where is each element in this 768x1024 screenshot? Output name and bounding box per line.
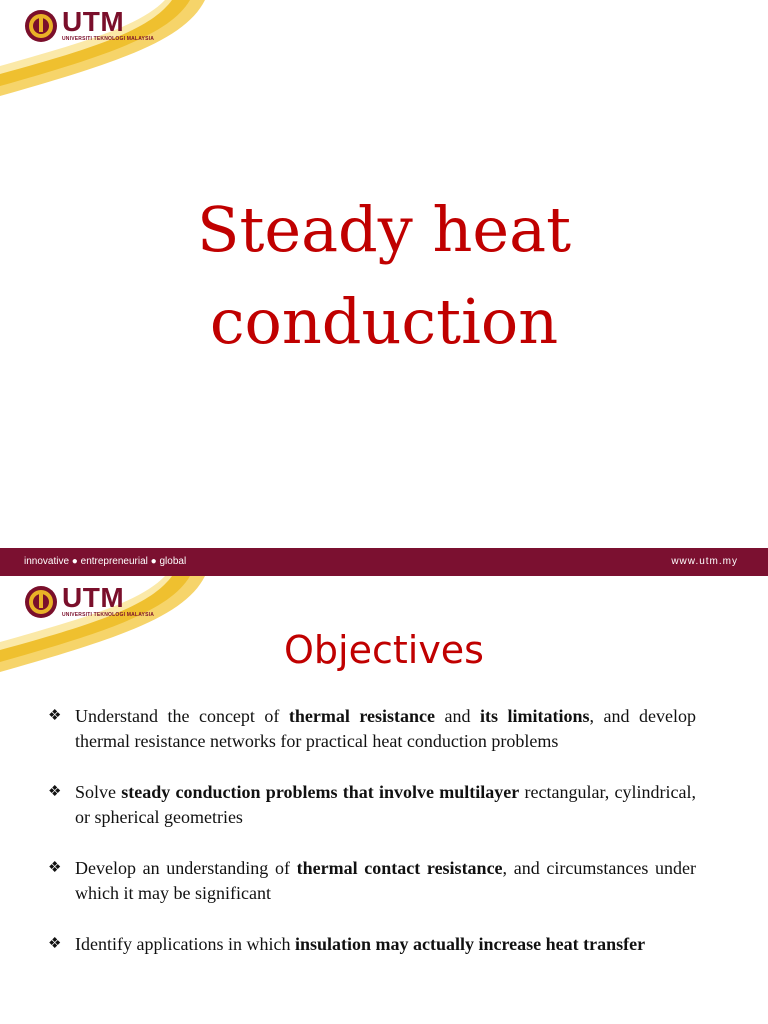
logo-name: UTM	[62, 6, 125, 37]
diamond-bullet-icon: ❖	[48, 784, 62, 800]
list-item: ❖ Identify applications in which insulation may actually increase heat transfer	[48, 932, 696, 957]
list-item: ❖ Develop an understanding of thermal contact resistance, and circumstances under which it may be significant	[48, 858, 696, 903]
utm-logo	[24, 584, 154, 619]
list-item: ❖ Solve steady conduction problems that involve multilayer rectangular, cylindrical, or spherical geometries	[48, 782, 696, 827]
utm-seal-icon	[24, 9, 58, 43]
footer-tagline: innovative ● entrepreneurial ● global	[24, 556, 187, 567]
logo-subtitle: UNIVERSITI TEKNOLOGI MALAYSIA	[62, 612, 155, 618]
footer-url: www.utm.my	[671, 556, 738, 567]
objectives-slide	[0, 576, 768, 1024]
objectives-list	[48, 704, 696, 983]
utm-seal-icon	[24, 585, 58, 619]
slide-title	[0, 184, 768, 368]
title-line-1: Steady heat	[197, 193, 571, 266]
logo-subtitle: UNIVERSITI TEKNOLOGI MALAYSIA	[62, 36, 155, 42]
diamond-bullet-icon: ❖	[48, 860, 62, 876]
title-line-2: conduction	[209, 285, 559, 358]
footer-bar	[0, 548, 768, 576]
diamond-bullet-icon: ❖	[48, 936, 62, 952]
diamond-bullet-icon: ❖	[48, 708, 62, 724]
logo-name: UTM	[62, 582, 125, 613]
objectives-heading: Objectives	[284, 628, 484, 672]
utm-logo	[24, 8, 154, 43]
list-item: ❖ Understand the concept of thermal resistance and its limitations, and develop thermal resistance networks for practical heat conduction problems	[48, 706, 696, 751]
